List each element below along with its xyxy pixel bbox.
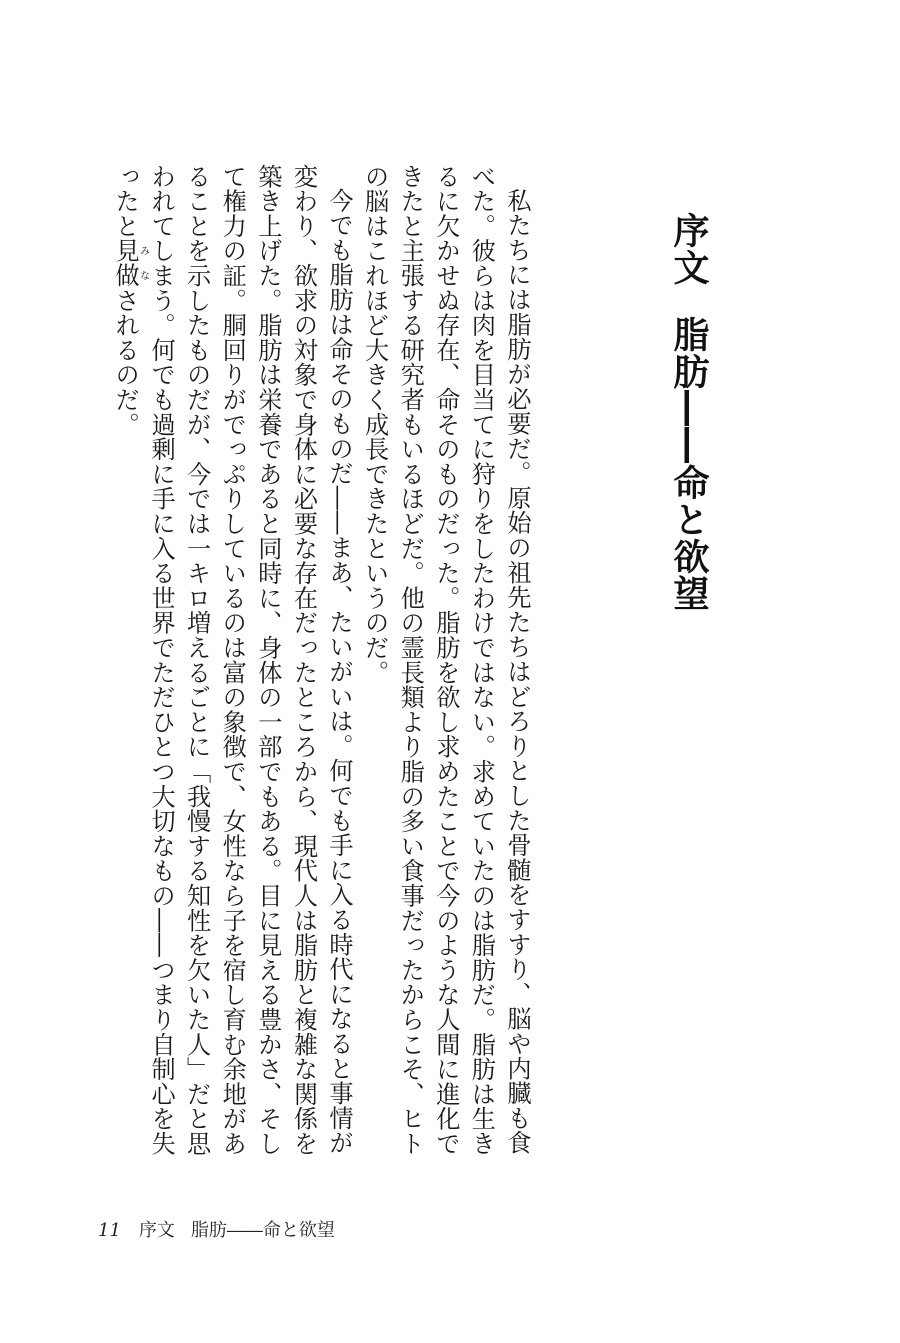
- page-number: 11: [98, 1220, 121, 1241]
- ruby-reading: みな: [137, 238, 149, 288]
- chapter-label: 序文: [668, 212, 709, 286]
- paragraph-1: [356, 164, 534, 1164]
- paragraph-2-tail: されるのだ。: [111, 288, 140, 437]
- paragraph-2-text: 今でも脂肪は命そのものだ――まあ、たいがいは。何でも手に入る時代になると事情が変わり、欲求の対象で身体に必要な存在だったところから、現代人は脂肪と複雑な関係を築き上げた。脂肪は栄養であると同時に、身体の一部でもある。目に見える豊かさ、そして権力の証。胴回りがでっぷりしているのは富の象徴で、女性なら子を宿し育む余地があることを示したものだが、今では一キロ増えるごとに「我慢する知性を欠いた人」だと思われてしまう。何でも過剰に手に入る世界でただひとつ大切なもの――つまり自制心を失ったと: [111, 164, 354, 1156]
- paragraph-2: [106, 164, 356, 1164]
- body-text: [104, 164, 534, 1164]
- chapter-heading: 脂肪――命と欲望: [668, 316, 709, 612]
- ruby-base: 見做: [111, 238, 140, 289]
- running-label: 序文: [138, 1220, 175, 1241]
- page-footer: [98, 1216, 335, 1242]
- paragraph-1-text: 私たちには脂肪が必要だ。原始の祖先たちはどろりとした骨髄をすすり、脳や内臓も食べた。彼らは肉を目当てに狩りをしたわけではない。求めていたのは脂肪だ。脂肪は生きるに欠かせぬ存在、命そのものだった。脂肪を欲し求めたことで今のような人間に進化できたと主張する研究者もいるほどだ。他の霊長類より脂の多い食事だったからこそ、ヒトの脳はこれほど大きく成長できたというのだ。: [360, 164, 531, 1156]
- chapter-title: [660, 212, 716, 612]
- running-title: 脂肪――命と欲望: [190, 1220, 335, 1241]
- ruby-minasu: [111, 238, 149, 289]
